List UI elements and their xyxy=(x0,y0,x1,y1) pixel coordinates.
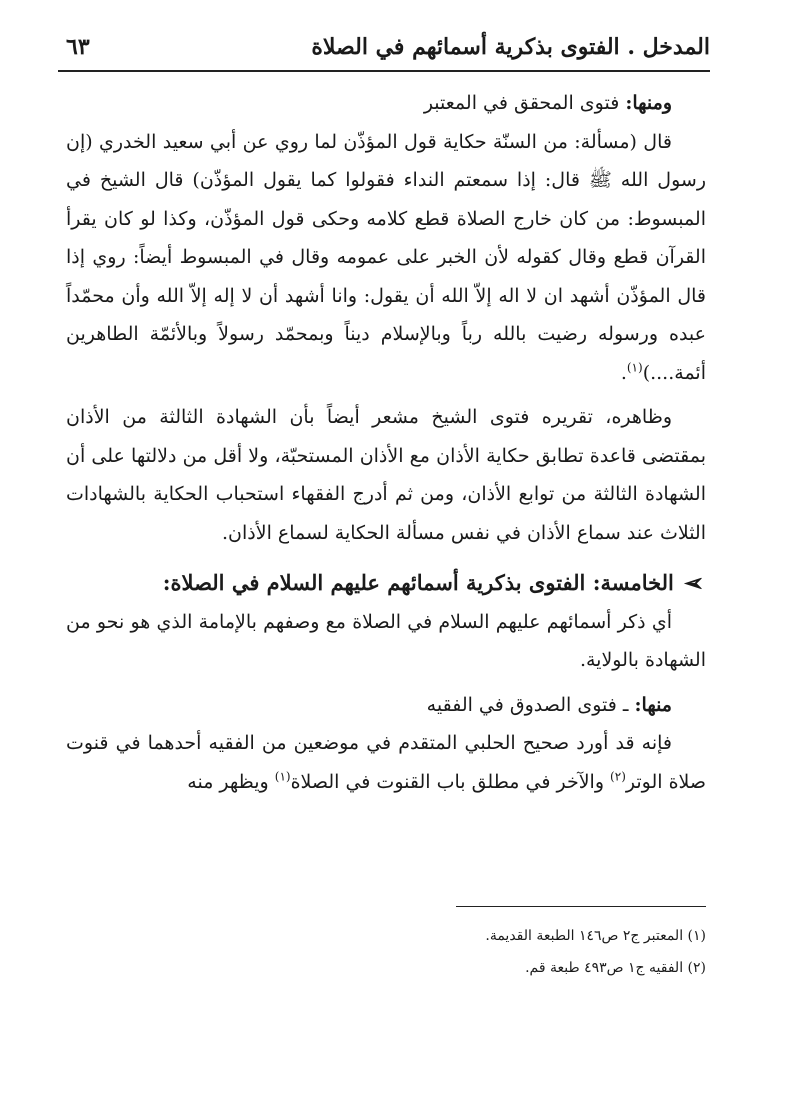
footnotes xyxy=(430,920,706,984)
running-header xyxy=(58,28,710,72)
subheading-text: ـ فتوى الصدوق في الفقيه xyxy=(426,693,635,716)
spacer xyxy=(66,552,706,564)
section-heading-text: الخامسة: الفتوى بذكرية أسمائهم عليهم السلام في الصلاة: xyxy=(162,570,674,595)
footnote-item: (٢) الفقيه ج١ ص٤٩٣ طبعة قم. xyxy=(525,960,706,976)
header-title: المدخل . الفتوى بذكرية أسمائهم في الصلاة xyxy=(311,34,710,60)
paragraph-quote xyxy=(66,123,706,393)
subheading-text: فتوى المحقق في المعتبر xyxy=(423,92,626,114)
footnote-rule xyxy=(456,906,706,907)
section-heading xyxy=(66,564,706,603)
subheading-label: ومنها: xyxy=(625,92,672,114)
footnote-ref: (١) xyxy=(274,769,291,784)
subheading-muhaqqiq xyxy=(66,84,706,123)
subheading-label: منها: xyxy=(634,693,672,716)
paragraph-definition: أي ذكر أسمائهم عليهم السلام في الصلاة مع وصفهم بالإمامة الذي هو نحو من الشهادة بالولاية. xyxy=(66,610,706,671)
paragraph-faqih-text-b: والآخر في مطلق باب القنوت في الصلاة xyxy=(290,770,611,793)
arrow-icon: ➢ xyxy=(683,568,704,598)
paragraph-quote-text: قال (مسألة: من السنّة حكاية قول المؤذّن لما روي عن أبي سعيد الخدري (إن رسول الله ﷺ قال: إذا سمعتم النداء فقولوا كما يقول المؤذّن) قال الشيخ في المبسوط: من كان خارج الصلاة قطع كلامه وحكى قول المؤذّن، وكذا لو كان يقرأ القرآن قطع وقال كقوله لأن الخبر على عمومه وقال في المبسوط أيضاً: روي إذا قال المؤذّن أشهد ان لا اله إلاّ الله أن يقول: وانا أشهد أن لا إله إلاّ الله وأن محمّداً عبده ورسوله رضيت بالله رباً وبالإسلام ديناً وبمحمّد رسولاً وبالأئمّة الطاهرين أئمة....) xyxy=(66,130,706,384)
paragraph-faqih-text-a: فإنه قد أورد صحيح الحلبي المتقدم في موضعين من الفقيه أحدهما في قنوت صلاة الوتر xyxy=(66,732,706,793)
paragraph-quote-end: . xyxy=(620,361,627,384)
paragraph-analysis: وظاهره، تقريره فتوى الشيخ مشعر أيضاً بأن الشهادة الثالثة من الأذان بمقتضى قاعدة تطابق حكاية الأذان مع الأذان المستحبّة، ولا أقل من دلالتها على أن الشهادة الثالثة من توابع الأذان، ومن ثم أدرج الفقهاء استحباب الحكاية بالشهادات الثلاث عند سماع الأذان في نفس مسألة الحكاية لسماع الأذان. xyxy=(66,406,706,544)
main-text xyxy=(66,84,706,801)
page-number: ٦٣ xyxy=(66,34,90,60)
footnote-ref: (١) xyxy=(626,360,643,375)
paragraph-faqih-text-c: ويظهر منه xyxy=(187,770,275,793)
footnote-ref: (٢) xyxy=(610,769,626,784)
subheading-saduq xyxy=(66,686,706,725)
header-rule xyxy=(58,70,710,72)
paragraph-faqih xyxy=(66,724,706,801)
footnote-item: (١) المعتبر ج٢ ص١٤٦ الطبعة القديمة. xyxy=(485,928,706,944)
